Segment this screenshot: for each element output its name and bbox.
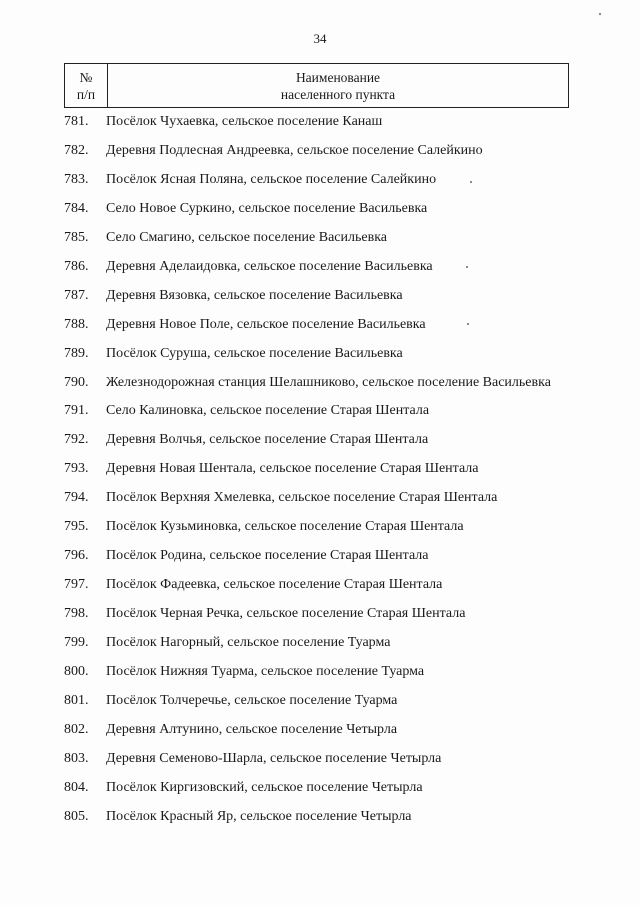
item-name: Посёлок Чухаевка, сельское поселение Канаш bbox=[106, 114, 383, 129]
item-name: Посёлок Киргизовский, сельское поселение Четырла bbox=[106, 780, 423, 795]
header-number-symbol: № bbox=[79, 69, 93, 85]
item-name: Деревня Вязовка, сельское поселение Васильевка bbox=[106, 288, 403, 303]
item-name: Посёлок Нижняя Туарма, сельское поселение Туарма bbox=[106, 664, 425, 679]
item-name: Деревня Аделаидовка, сельское поселение Васильевка bbox=[106, 259, 433, 274]
header-name-line1: Наименование bbox=[295, 69, 381, 85]
list-item bbox=[64, 663, 569, 680]
item-name: Деревня Подлесная Андреевка, сельское поселение Салейкино bbox=[106, 143, 483, 158]
item-number: 797. bbox=[64, 577, 89, 592]
list-item bbox=[64, 229, 569, 246]
item-number: 801. bbox=[64, 693, 89, 708]
list-item bbox=[64, 808, 569, 825]
item-number: 783. bbox=[64, 172, 89, 187]
settlement-list bbox=[64, 113, 569, 837]
list-item bbox=[64, 402, 569, 419]
item-number: 791. bbox=[64, 403, 89, 418]
item-number: 805. bbox=[64, 809, 89, 824]
header-name-line2: населенного пункта bbox=[280, 86, 396, 102]
item-name: Посёлок Суруша, сельское поселение Васильевка bbox=[106, 346, 403, 361]
item-number: 789. bbox=[64, 346, 89, 361]
item-number: 799. bbox=[64, 635, 89, 650]
item-number: 802. bbox=[64, 722, 89, 737]
item-name: Посёлок Фадеевка, сельское поселение Старая Шентала bbox=[106, 577, 443, 592]
item-number: 792. bbox=[64, 432, 89, 447]
item-name: Посёлок Черная Речка, сельское поселение Старая Шентала bbox=[106, 606, 466, 621]
list-item bbox=[64, 634, 569, 651]
scan-speck bbox=[466, 266, 468, 268]
list-item bbox=[64, 547, 569, 564]
item-number: 782. bbox=[64, 143, 89, 158]
item-name: Посёлок Родина, сельское поселение Старая Шентала bbox=[106, 548, 429, 563]
list-item bbox=[64, 721, 569, 738]
item-name: Железнодорожная станция Шелашниково, сельское поселение Васильевка bbox=[106, 375, 551, 390]
list-item bbox=[64, 113, 569, 130]
list-item bbox=[64, 171, 569, 188]
list-item bbox=[64, 287, 569, 304]
list-item bbox=[64, 779, 569, 796]
item-number: 790. bbox=[64, 375, 89, 390]
item-name: Деревня Волчья, сельское поселение Старая Шентала bbox=[106, 432, 429, 447]
list-item bbox=[64, 258, 569, 275]
item-name: Деревня Новое Поле, сельское поселение Васильевка bbox=[106, 317, 426, 332]
item-number: 803. bbox=[64, 751, 89, 766]
list-item bbox=[64, 518, 569, 535]
page-number: 34 bbox=[313, 31, 327, 46]
list-item bbox=[64, 605, 569, 622]
item-number: 800. bbox=[64, 664, 89, 679]
list-item bbox=[64, 692, 569, 709]
list-item bbox=[64, 316, 569, 333]
header-name-column bbox=[108, 64, 568, 107]
scan-speck bbox=[470, 181, 472, 183]
item-number: 787. bbox=[64, 288, 89, 303]
item-name: Село Смагино, сельское поселение Васильевка bbox=[106, 230, 388, 245]
list-item bbox=[64, 374, 569, 391]
list-item bbox=[64, 431, 569, 448]
header-number-column bbox=[65, 64, 108, 107]
list-item bbox=[64, 750, 569, 767]
item-name: Деревня Новая Шентала, сельское поселение Старая Шентала bbox=[106, 461, 479, 476]
list-item bbox=[64, 460, 569, 477]
item-name: Посёлок Красный Яр, сельское поселение Четырла bbox=[106, 809, 412, 824]
item-name: Село Новое Суркино, сельское поселение Васильевка bbox=[106, 201, 428, 216]
list-item bbox=[64, 489, 569, 506]
item-number: 795. bbox=[64, 519, 89, 534]
item-name: Деревня Алтунино, сельское поселение Четырла bbox=[106, 722, 398, 737]
header-number-abbrev: п/п bbox=[76, 86, 96, 102]
item-number: 796. bbox=[64, 548, 89, 563]
item-number: 788. bbox=[64, 317, 89, 332]
item-number: 785. bbox=[64, 230, 89, 245]
table-header bbox=[64, 63, 569, 108]
item-name: Посёлок Толчеречье, сельское поселение Туарма bbox=[106, 693, 398, 708]
scan-speck bbox=[467, 323, 469, 325]
item-number: 794. bbox=[64, 490, 89, 505]
scan-speck bbox=[599, 13, 601, 15]
item-number: 804. bbox=[64, 780, 89, 795]
list-item bbox=[64, 576, 569, 593]
item-name: Посёлок Кузьминовка, сельское поселение Старая Шентала bbox=[106, 519, 464, 534]
item-name: Село Калиновка, сельское поселение Старая Шентала bbox=[106, 403, 430, 418]
item-name: Посёлок Верхняя Хмелевка, сельское поселение Старая Шентала bbox=[106, 490, 498, 505]
item-number: 798. bbox=[64, 606, 89, 621]
item-number: 786. bbox=[64, 259, 89, 274]
item-name: Посёлок Нагорный, сельское поселение Туарма bbox=[106, 635, 391, 650]
list-item bbox=[64, 345, 569, 362]
list-item bbox=[64, 200, 569, 217]
item-name: Посёлок Ясная Поляна, сельское поселение Салейкино bbox=[106, 172, 437, 187]
item-number: 793. bbox=[64, 461, 89, 476]
item-name: Деревня Семеново-Шарла, сельское поселение Четырла bbox=[106, 751, 442, 766]
item-number: 784. bbox=[64, 201, 89, 216]
list-item bbox=[64, 142, 569, 159]
item-number: 781. bbox=[64, 114, 89, 129]
